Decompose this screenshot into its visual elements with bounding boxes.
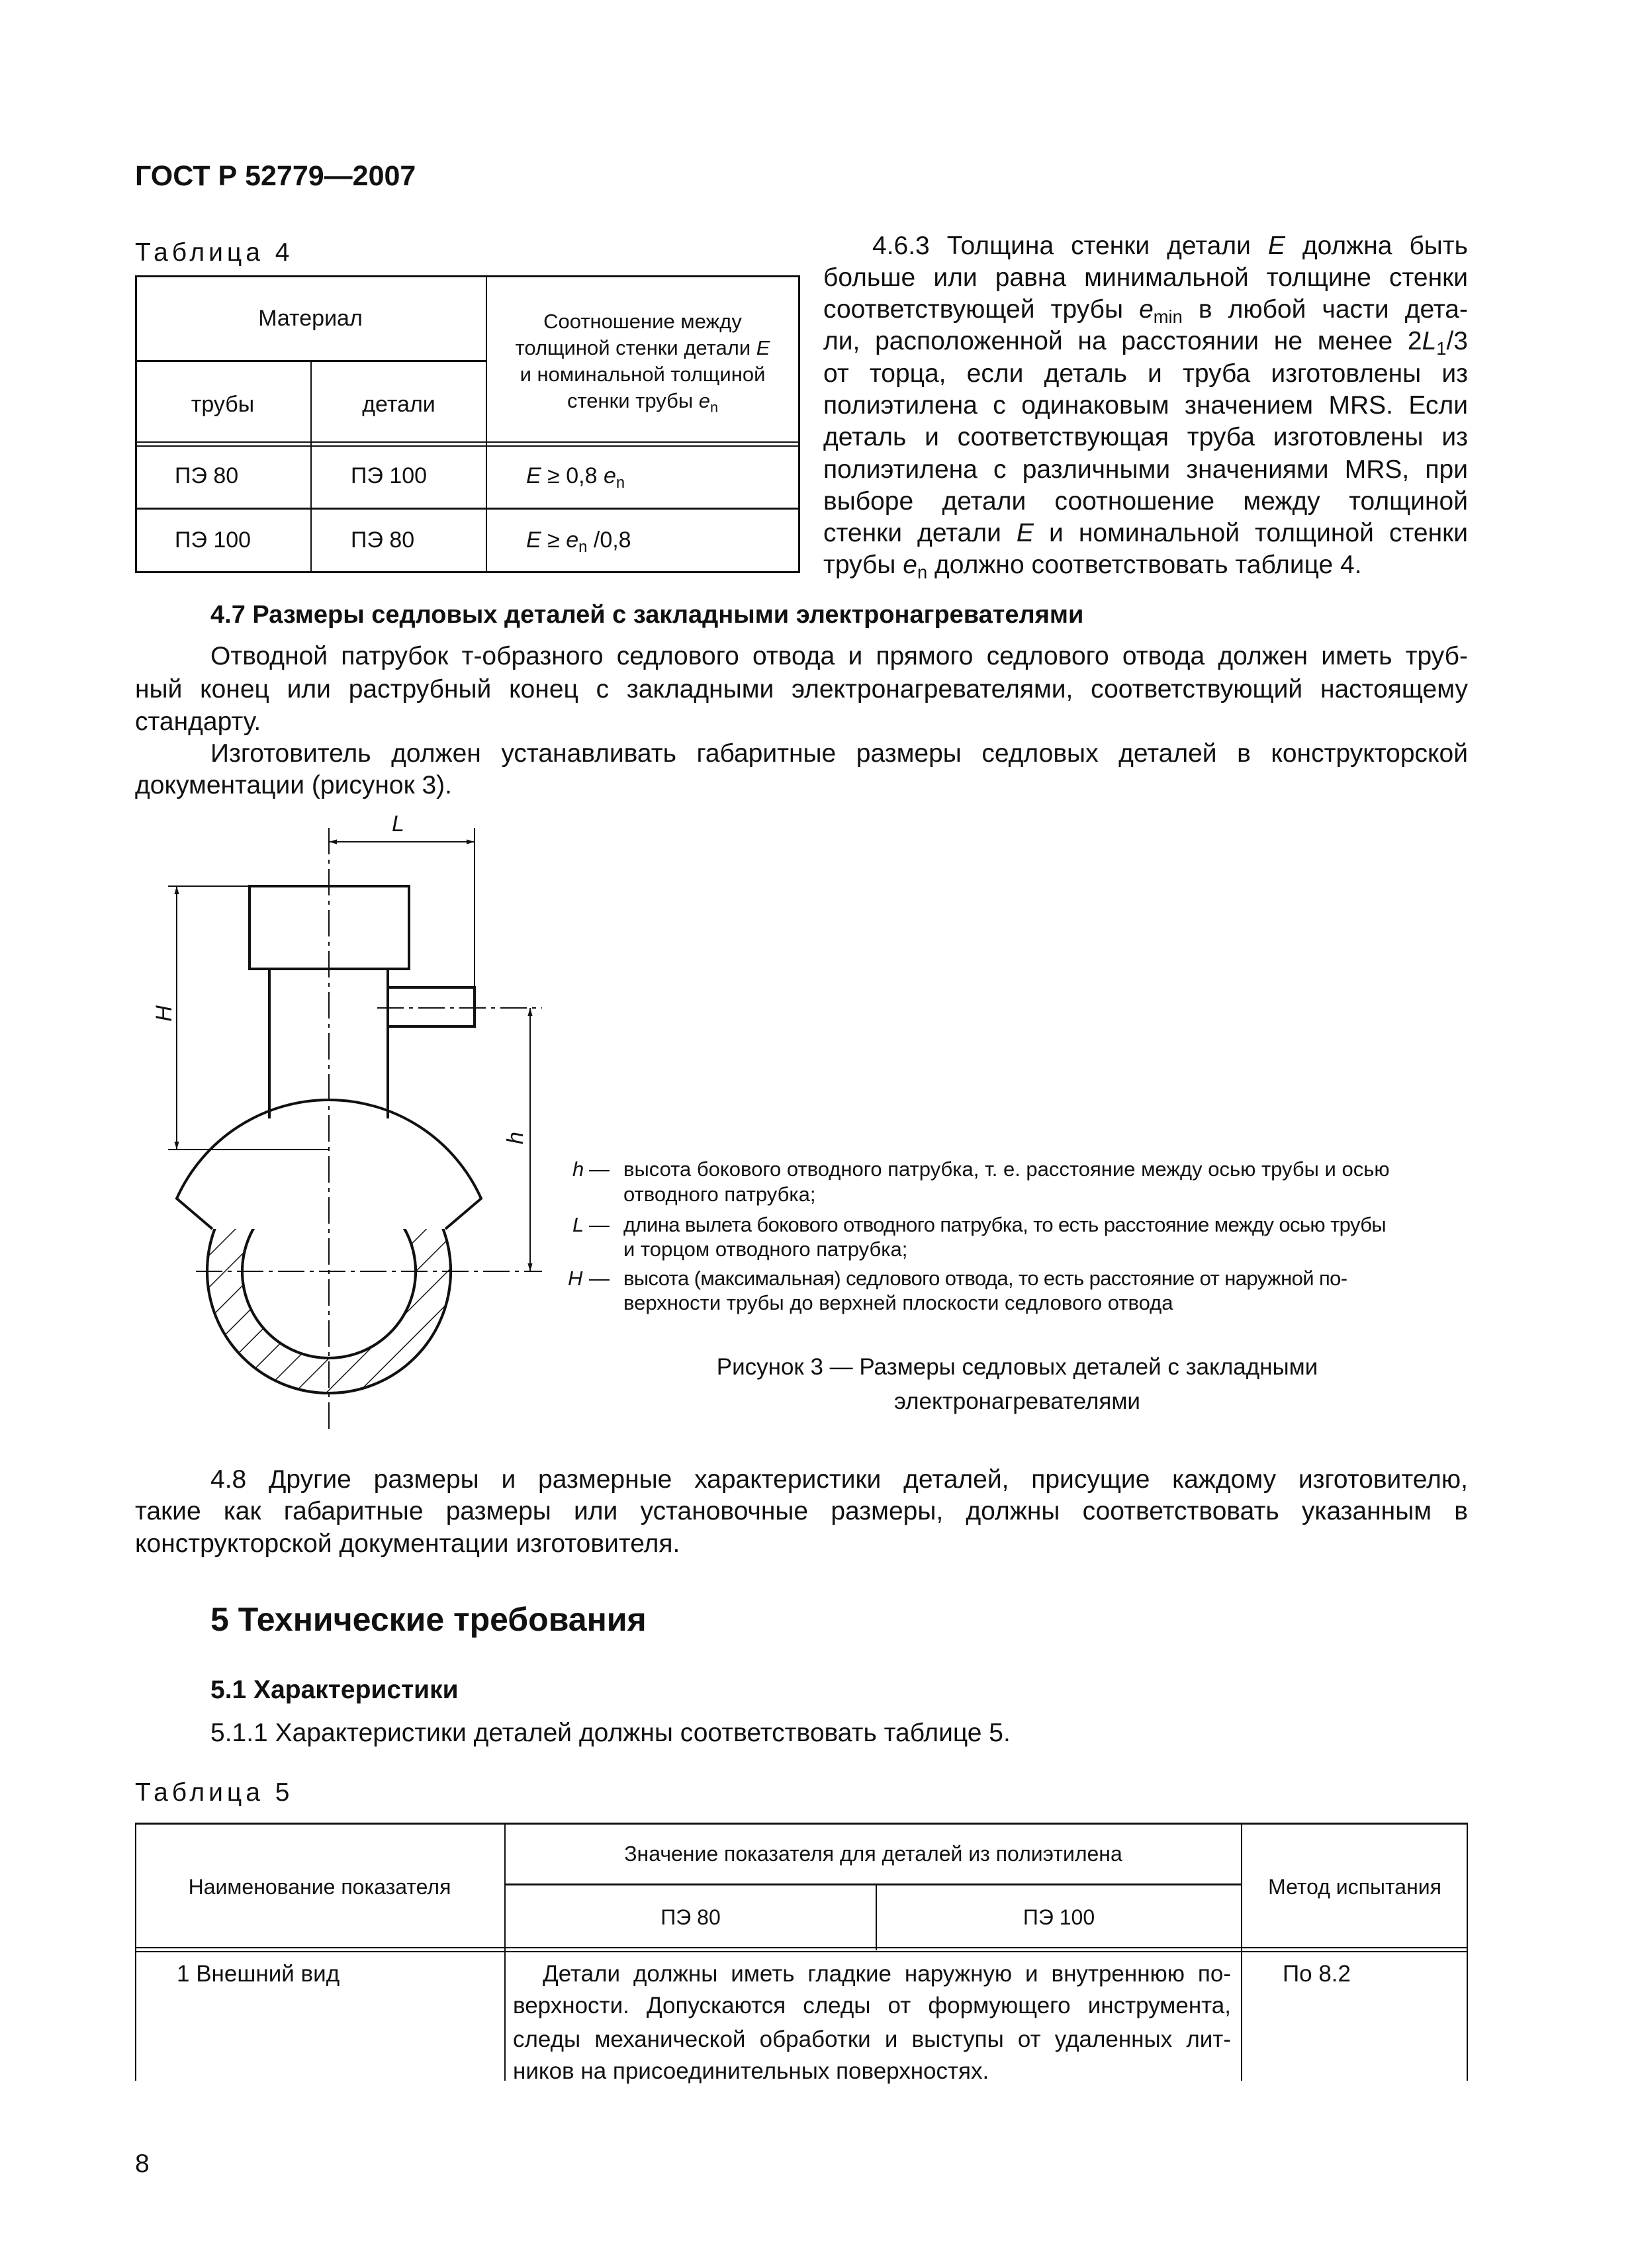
table5-header-value: Значение показателя для деталей из полиэтилена <box>624 1842 1122 1866</box>
text-segment: должно соответствовать таблице 4. <box>927 551 1362 579</box>
table5-header-pe80: ПЭ 80 <box>660 1905 721 1929</box>
text-segment: толщиной стенки детали <box>515 336 756 359</box>
text-segment: и номинальной толщиной стенки <box>1033 519 1468 547</box>
text-segment: /0,8 <box>587 527 631 553</box>
text-segment: n <box>917 562 928 583</box>
table4-row2-pipe: ПЭ 100 <box>175 527 251 553</box>
text-segment: выборе детали соотношение между толщиной <box>823 487 1468 516</box>
table4-row2-part: ПЭ 80 <box>351 527 415 553</box>
clause-5-1-1: 5.1.1 Характеристики деталей должны соответствовать таблице 5. <box>210 1719 1011 1747</box>
table5-row-value-line: ников на присоединительных поверхностях. <box>513 2058 989 2084</box>
text-segment: 1 <box>1436 338 1447 359</box>
section-4-7-heading: 4.7 Размеры седловых деталей с закладными электронагревателями <box>210 601 1084 629</box>
text-line <box>823 262 1468 294</box>
text-segment: min <box>1153 306 1183 328</box>
legend-symbol: L <box>572 1213 584 1236</box>
text-line <box>823 358 1468 390</box>
text-segment: /3 <box>1446 327 1468 355</box>
legend-dash: — <box>589 1157 610 1181</box>
text-line: конструкторской документации изготовителя. <box>135 1529 680 1558</box>
text-line: Отводной патрубок т-образного седлового отвода и прямого седлового отвода должен иметь труб- <box>210 642 1468 670</box>
text-segment: полиэтилена с одинаковым значением MRS. Если <box>823 391 1468 420</box>
legend-text: высота бокового отводного патрубка, т. е. расстояние между осью трубы и осью <box>623 1157 1390 1181</box>
text-line: такие как габаритные размеры или установочные размеры, должны соответствовать указанным в <box>135 1497 1468 1525</box>
text-segment: полиэтилена с различными значениями MRS, при <box>823 455 1468 484</box>
text-line <box>823 326 1468 357</box>
figure3-caption-line1: Рисунок 3 — Размеры седловых деталей с закладными <box>716 1354 1318 1380</box>
text-line <box>823 422 1468 453</box>
text-line <box>872 230 1468 262</box>
text-line <box>823 518 1468 549</box>
table4-caption: Таблица 4 <box>135 238 294 267</box>
dimension-L-label: L <box>392 811 404 837</box>
text-segment: L <box>1422 327 1437 355</box>
text-segment: больше или равна минимальной толщине стенки <box>823 263 1468 292</box>
text-segment: стенки детали <box>823 519 1017 547</box>
text-line <box>823 549 1362 581</box>
table5-header-pe100: ПЭ 100 <box>1023 1905 1095 1929</box>
text-segment: Соотношение между <box>543 310 742 333</box>
text-line: ный конец или раструбный конец с закладными электронагревателями, соответствующий настоящему <box>135 675 1468 703</box>
text-segment: E <box>756 336 770 359</box>
text-segment: n <box>578 538 588 557</box>
section-5-1-heading: 5.1 Характеристики <box>210 1676 459 1704</box>
text-segment: E <box>1016 519 1034 547</box>
table5-row-value-line: верхности. Допускаются следы от формующего инструмента, <box>513 1993 1231 2019</box>
side-spigot <box>388 987 475 1026</box>
text-segment: ли, расположенной на расстоянии не менее 2 <box>823 327 1422 355</box>
table4-row1-pipe: ПЭ 80 <box>175 463 239 488</box>
table5-header-method: Метод испытания <box>1268 1875 1441 1899</box>
text-segment: e <box>603 463 616 488</box>
text-segment: стенки трубы <box>567 389 699 412</box>
text-line <box>823 454 1468 486</box>
table5-row-value-line: Детали должны иметь гладкие наружную и внутреннюю по- <box>543 1961 1231 1987</box>
text-segment: ≥ <box>541 527 567 553</box>
table4-header-pipe: трубы <box>191 392 255 417</box>
text-line: документации (рисунок 3). <box>135 771 453 799</box>
legend-dash: — <box>589 1213 610 1236</box>
text-line <box>823 390 1468 422</box>
text-segment: E <box>526 463 541 488</box>
table5-row-method: По 8.2 <box>1283 1961 1351 1987</box>
text-segment: e <box>698 389 710 412</box>
legend-text: верхности трубы до верхней плоскости седлового отвода <box>623 1291 1173 1314</box>
legend-text: длина вылета бокового отводного патрубка, то есть расстояние между осью трубы <box>623 1213 1387 1236</box>
dimension-h-label: h <box>502 1132 528 1144</box>
legend-symbol: H <box>568 1267 583 1290</box>
text-segment: E <box>1267 232 1285 260</box>
text-line: Изготовитель должен устанавливать габаритные размеры седловых деталей в конструкторской <box>210 739 1468 768</box>
legend-dash: — <box>589 1267 610 1290</box>
table5-row-name: 1 Внешний вид <box>177 1961 340 1987</box>
text-segment: ≥ 0,8 <box>541 463 604 488</box>
section-5-heading: 5 Технические требования <box>210 1601 647 1638</box>
text-segment: соответствующей трубы <box>823 295 1140 324</box>
legend-symbol: h <box>572 1157 584 1181</box>
text-line: стандарту. <box>135 707 261 736</box>
text-segment: должна быть <box>1285 232 1469 260</box>
legend-text: высота (максимальная) седлового отвода, то есть расстояние от наружной по- <box>623 1267 1347 1290</box>
table4-row1-part: ПЭ 100 <box>351 463 428 488</box>
table4-header-material: Материал <box>258 306 363 331</box>
text-segment: в любой части дета- <box>1182 295 1468 324</box>
document-id: ГОСТ Р 52779—2007 <box>135 160 416 192</box>
text-segment: n <box>615 474 625 492</box>
text-segment: n <box>709 398 719 416</box>
text-segment: трубы <box>823 551 903 579</box>
page-number: 8 <box>135 2150 150 2178</box>
text-segment: e <box>1139 295 1154 324</box>
text-segment: 4.6.3 Толщина стенки детали <box>872 232 1268 260</box>
text-line: 4.8 Другие размеры и размерные характеристики деталей, присущие каждому изготовителю, <box>210 1465 1468 1494</box>
table5-header-name: Наименование показателя <box>188 1875 451 1899</box>
table4-header-part: детали <box>362 392 435 417</box>
text-line <box>823 486 1468 518</box>
text-segment: от торца, если деталь и труба изготовлены из <box>823 359 1468 388</box>
table5-caption: Таблица 5 <box>135 1778 294 1807</box>
text-segment: e <box>903 551 917 579</box>
figure3-caption-line2: электронагревателями <box>894 1388 1140 1414</box>
legend-text: отводного патрубка; <box>623 1183 816 1206</box>
table5-row-value-line: следы механической обработки и выступы от удаленных лит- <box>513 2026 1231 2052</box>
legend-text: и торцом отводного патрубка; <box>623 1238 908 1261</box>
text-segment: деталь и соответствующая труба изготовлены из <box>823 423 1468 451</box>
figure3-drawing <box>0 0 662 1456</box>
dimension-H-label: H <box>151 1005 177 1022</box>
text-segment: e <box>566 527 579 553</box>
text-segment: и номинальной толщиной <box>520 363 766 386</box>
text-line <box>823 294 1468 326</box>
text-segment: E <box>526 527 541 553</box>
